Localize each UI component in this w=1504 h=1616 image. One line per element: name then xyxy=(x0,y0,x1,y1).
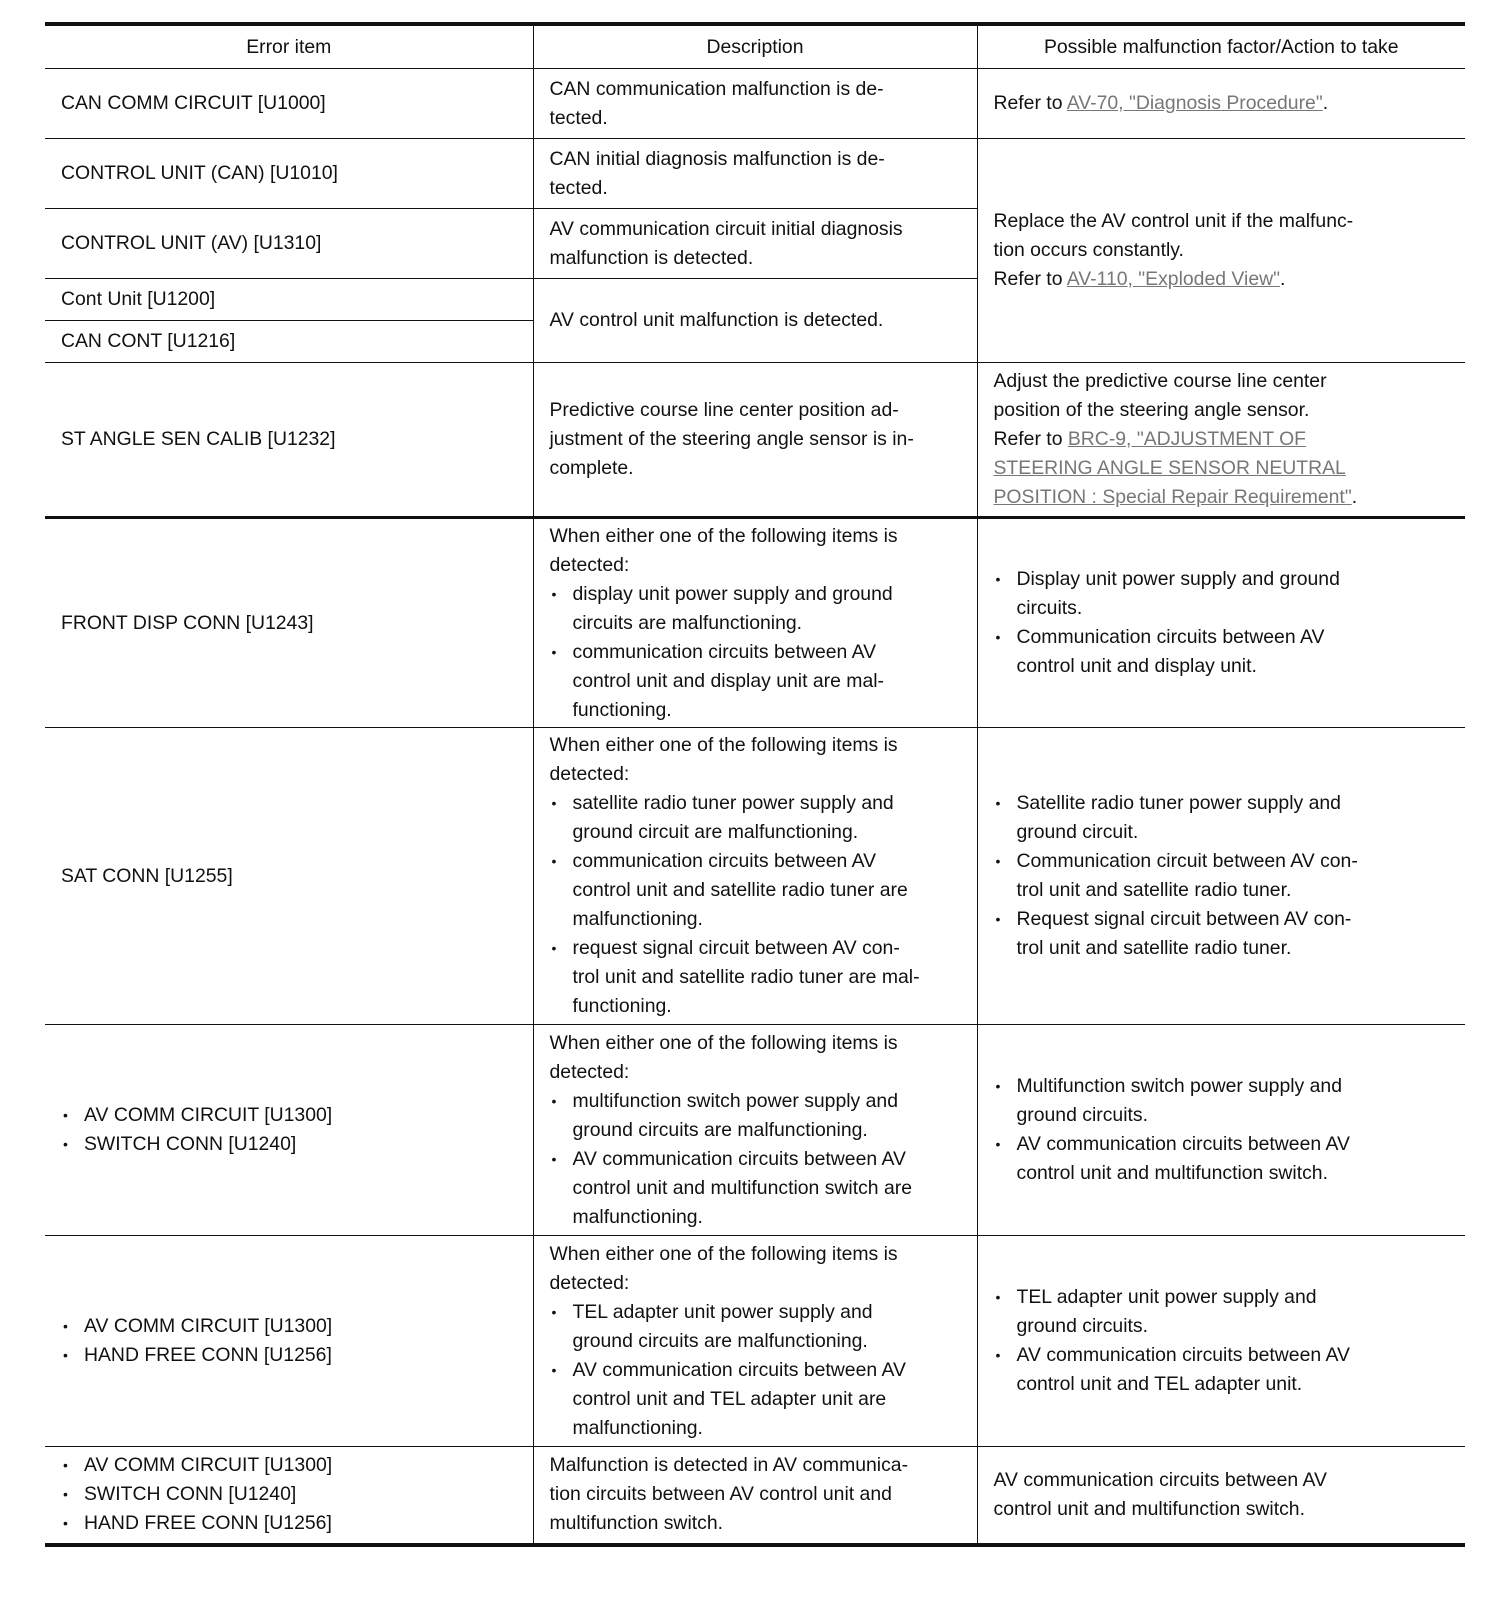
text-line: • Multifunction switch power supply and xyxy=(1016,1075,1342,1097)
text-line: • AV communication circuits between AV xyxy=(1016,1133,1350,1155)
list-item xyxy=(994,789,1452,847)
text-line: ground circuits. xyxy=(1016,1315,1148,1337)
action xyxy=(977,1025,1465,1236)
table-row xyxy=(45,1236,1465,1447)
list-item xyxy=(550,934,963,1021)
text-line: control unit and satellite radio tuner are xyxy=(572,879,908,901)
bullet-list xyxy=(994,789,1452,963)
description xyxy=(533,1025,977,1236)
text-line: When either one of the following items is xyxy=(549,524,898,547)
list-item: • AV COMM CIRCUIT [U1300] xyxy=(61,1451,519,1480)
text-line xyxy=(994,483,1452,512)
text-line: control unit and TEL adapter unit are xyxy=(572,1387,887,1410)
text-line: When either one of the following items is xyxy=(549,1031,898,1054)
list-item xyxy=(994,847,1452,905)
bullet-list xyxy=(550,1298,963,1443)
list-item xyxy=(550,1087,963,1145)
text-line: multifunction switch. xyxy=(549,1512,724,1535)
header-description: Description xyxy=(533,24,977,69)
text-line: • multifunction switch power supply and xyxy=(572,1089,898,1112)
description xyxy=(533,728,977,1025)
bullet-list xyxy=(61,1101,519,1159)
error-item: CONTROL UNIT (CAN) [U1010] xyxy=(45,139,533,209)
bullet-list xyxy=(994,1072,1452,1188)
action xyxy=(977,1236,1465,1447)
text-line: • satellite radio tuner power supply and xyxy=(572,792,894,814)
text-line: detected: xyxy=(549,1060,630,1083)
text-line: • Satellite radio tuner power supply and xyxy=(1016,792,1341,814)
action xyxy=(977,1447,1465,1545)
text-line: • Communication circuit between AV con- xyxy=(1016,850,1358,872)
text-line: When either one of the following items is xyxy=(549,1242,898,1265)
table-row xyxy=(45,728,1465,1025)
list-item xyxy=(550,580,963,638)
description xyxy=(533,209,977,279)
text: . xyxy=(1322,92,1329,114)
text-line: control unit and TEL adapter unit. xyxy=(1016,1373,1303,1395)
text-line: control unit and multifunction switch are xyxy=(572,1176,913,1199)
header-error-item: Error item xyxy=(45,24,533,69)
text-line: AV communication circuit initial diagnosis xyxy=(549,217,903,240)
text-line: control unit and display unit. xyxy=(1016,655,1257,677)
error-item: CAN CONT [U1216] xyxy=(45,321,533,363)
text: . xyxy=(1351,486,1358,508)
list-item xyxy=(994,1341,1452,1399)
text-line: • TEL adapter unit power supply and xyxy=(1016,1286,1317,1308)
text-line: functioning. xyxy=(572,698,672,721)
error-item: ST ANGLE SEN CALIB [U1232] xyxy=(45,363,533,518)
reference-link[interactable]: AV-110, "Exploded View" xyxy=(1066,268,1280,290)
text-line: control unit and multifunction switch. xyxy=(1016,1162,1328,1184)
text-line: malfunctioning. xyxy=(572,1416,703,1439)
list-item xyxy=(550,789,963,847)
list-item xyxy=(550,847,963,934)
text-line: ground circuit. xyxy=(1016,821,1139,843)
text-line: AV communication circuits between AV xyxy=(993,1468,1327,1491)
text-line: complete. xyxy=(549,457,634,479)
text-line: When either one of the following items is xyxy=(549,734,898,756)
text-line: • request signal circuit between AV con- xyxy=(572,937,900,959)
description: AV control unit malfunction is detected. xyxy=(533,279,977,363)
error-item xyxy=(45,1447,533,1545)
list-item xyxy=(994,623,1452,681)
text-line: • TEL adapter unit power supply and xyxy=(572,1300,873,1323)
list-item xyxy=(550,1298,963,1356)
text-line: CAN communication malfunction is de- xyxy=(549,77,884,100)
text-line: tion occurs constantly. xyxy=(993,239,1184,261)
text-line: ground circuits. xyxy=(1016,1104,1148,1126)
text-line: malfunction is detected. xyxy=(549,246,754,269)
header-row xyxy=(45,24,1465,69)
description xyxy=(533,518,977,728)
list-item: • SWITCH CONN [U1240] xyxy=(61,1480,519,1509)
text-line: justment of the steering angle sensor is in- xyxy=(549,428,914,450)
description xyxy=(533,139,977,209)
text-line: functioning. xyxy=(572,995,672,1017)
bullet-list xyxy=(994,565,1452,681)
list-item xyxy=(550,1145,963,1232)
text-line: ground circuits are malfunctioning. xyxy=(572,1118,868,1141)
text-line: Predictive course line center position ad- xyxy=(549,399,899,421)
text-line: trol unit and satellite radio tuner are mal- xyxy=(572,966,920,988)
action xyxy=(977,518,1465,728)
header-action: Possible malfunction factor/Action to take xyxy=(977,24,1465,69)
table-row xyxy=(45,518,1465,728)
bullet-list xyxy=(61,1451,519,1538)
text-line: • Display unit power supply and ground xyxy=(1016,568,1340,590)
list-item: • AV COMM CIRCUIT [U1300] xyxy=(61,1312,519,1341)
error-item: SAT CONN [U1255] xyxy=(45,728,533,1025)
error-item: CONTROL UNIT (AV) [U1310] xyxy=(45,209,533,279)
text-line xyxy=(994,265,1452,294)
error-table xyxy=(45,22,1465,1547)
error-item: Cont Unit [U1200] xyxy=(45,279,533,321)
text-line: • communication circuits between AV xyxy=(572,640,877,663)
list-item xyxy=(994,1130,1452,1188)
bullet-list xyxy=(61,1312,519,1370)
text-line: • display unit power supply and ground xyxy=(572,582,893,605)
text: Refer to xyxy=(993,92,1067,114)
error-item: FRONT DISP CONN [U1243] xyxy=(45,518,533,728)
text-line: detected: xyxy=(549,553,630,576)
text-line: tected. xyxy=(549,106,608,129)
list-item: • HAND FREE CONN [U1256] xyxy=(61,1509,519,1538)
bullet-list xyxy=(550,1087,963,1232)
text-line: detected: xyxy=(549,1271,630,1294)
list-item xyxy=(994,565,1452,623)
text: Refer to xyxy=(993,428,1068,450)
table-row xyxy=(45,139,1465,209)
text-line: circuits are malfunctioning. xyxy=(572,611,803,634)
action xyxy=(977,69,1465,139)
text-line: Malfunction is detected in AV communica- xyxy=(549,1454,909,1477)
error-item: CAN COMM CIRCUIT [U1000] xyxy=(45,69,533,139)
text-line: malfunctioning. xyxy=(572,908,703,930)
text-line: • Communication circuits between AV xyxy=(1016,626,1325,648)
text-line: trol unit and satellite radio tuner. xyxy=(1016,879,1292,901)
text-line: control unit and multifunction switch. xyxy=(993,1497,1305,1520)
list-item xyxy=(994,905,1452,963)
table-row xyxy=(45,69,1465,139)
text-line: CAN initial diagnosis malfunction is de- xyxy=(549,147,885,170)
reference-link[interactable]: STEERING ANGLE SENSOR NEUTRAL xyxy=(993,457,1346,479)
text-line: control unit and display unit are mal- xyxy=(572,669,884,692)
text-line: circuits. xyxy=(1016,597,1083,619)
description xyxy=(533,69,977,139)
bullet-list xyxy=(550,580,963,725)
text-line: malfunctioning. xyxy=(572,1205,703,1228)
text-line: Adjust the predictive course line center xyxy=(993,370,1327,392)
text-line: ground circuit are malfunctioning. xyxy=(572,821,859,843)
action xyxy=(977,139,1465,363)
list-item xyxy=(994,1283,1452,1341)
error-item xyxy=(45,1025,533,1236)
description xyxy=(533,1447,977,1545)
list-item: • HAND FREE CONN [U1256] xyxy=(61,1341,519,1370)
list-item xyxy=(994,1072,1452,1130)
text-line: detected: xyxy=(549,763,630,785)
text-line: tion circuits between AV control unit and xyxy=(549,1483,892,1506)
table-row xyxy=(45,363,1465,518)
bullet-list xyxy=(550,789,963,1021)
action xyxy=(977,363,1465,518)
bullet-list xyxy=(994,1283,1452,1399)
text-line: • AV communication circuits between AV xyxy=(572,1147,906,1170)
action xyxy=(977,728,1465,1025)
text-line: • AV communication circuits between AV xyxy=(1016,1344,1350,1366)
text-line: ground circuits are malfunctioning. xyxy=(572,1329,868,1352)
list-item xyxy=(550,638,963,725)
description xyxy=(533,1236,977,1447)
text-line: tected. xyxy=(549,176,608,199)
text: Refer to xyxy=(993,268,1067,290)
text-line: • communication circuits between AV xyxy=(572,850,877,872)
reference-link[interactable]: POSITION : Special Repair Requirement" xyxy=(993,486,1352,508)
reference-link[interactable]: AV-70, "Diagnosis Procedure" xyxy=(1066,92,1323,114)
table-row xyxy=(45,1025,1465,1236)
text-line xyxy=(994,425,1452,454)
text-line: position of the steering angle sensor. xyxy=(993,399,1310,421)
text: . xyxy=(1280,268,1286,290)
text-line: • AV communication circuits between AV xyxy=(572,1358,906,1381)
reference-link[interactable]: BRC-9, "ADJUSTMENT OF xyxy=(1067,428,1307,450)
text-line: Replace the AV control unit if the malfunc- xyxy=(993,210,1354,232)
table-row xyxy=(45,1447,1465,1545)
list-item: • SWITCH CONN [U1240] xyxy=(61,1130,519,1159)
text-line: trol unit and satellite radio tuner. xyxy=(1016,937,1292,959)
text-line: • Request signal circuit between AV con- xyxy=(1016,908,1352,930)
list-item xyxy=(550,1356,963,1443)
error-item xyxy=(45,1236,533,1447)
description xyxy=(533,363,977,518)
list-item: • AV COMM CIRCUIT [U1300] xyxy=(61,1101,519,1130)
